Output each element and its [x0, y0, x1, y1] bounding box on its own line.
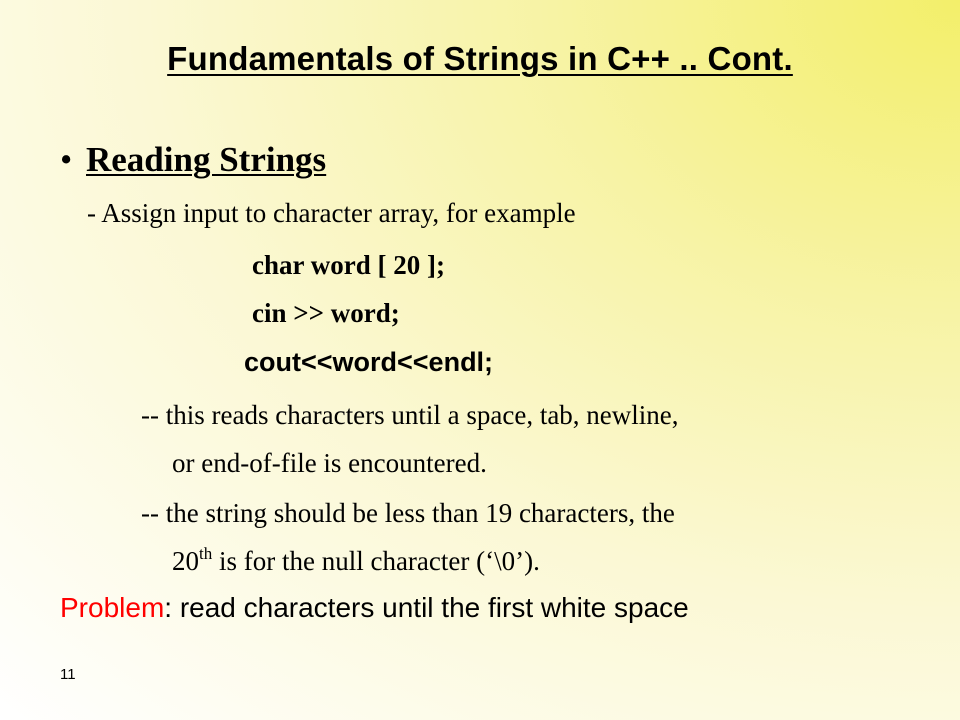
bullet-heading-row — [60, 140, 326, 180]
ordinal-suffix: th — [199, 544, 213, 563]
slide-title: Fundamentals of Strings in C++ .. Cont. — [167, 40, 793, 77]
null-char-text: is for the null character (‘\0’). — [212, 546, 540, 576]
ordinal-number: 20 — [172, 546, 199, 576]
problem-label: Problem — [60, 592, 165, 623]
note-length-line-1: -- the string should be less than 19 characters, the — [141, 498, 675, 528]
note-length-line-2 — [172, 546, 540, 577]
note-reads-until-line-1: -- this reads characters until a space, tab, newline, — [141, 400, 679, 430]
code-read-line: cin >> word; — [252, 298, 400, 328]
page-number: 11 — [60, 666, 76, 683]
code-declare-line: char word [ 20 ]; — [252, 250, 445, 280]
section-heading: Reading Strings — [86, 140, 327, 179]
problem-line — [60, 592, 689, 624]
problem-text: : read characters until the first white space — [164, 592, 689, 623]
bullet-icon: • — [60, 140, 73, 179]
note-reads-until-line-2: or end-of-file is encountered. — [172, 448, 487, 478]
code-print-line: cout<<word<<endl; — [244, 347, 494, 377]
assign-line: - Assign input to character array, for example — [87, 198, 576, 228]
